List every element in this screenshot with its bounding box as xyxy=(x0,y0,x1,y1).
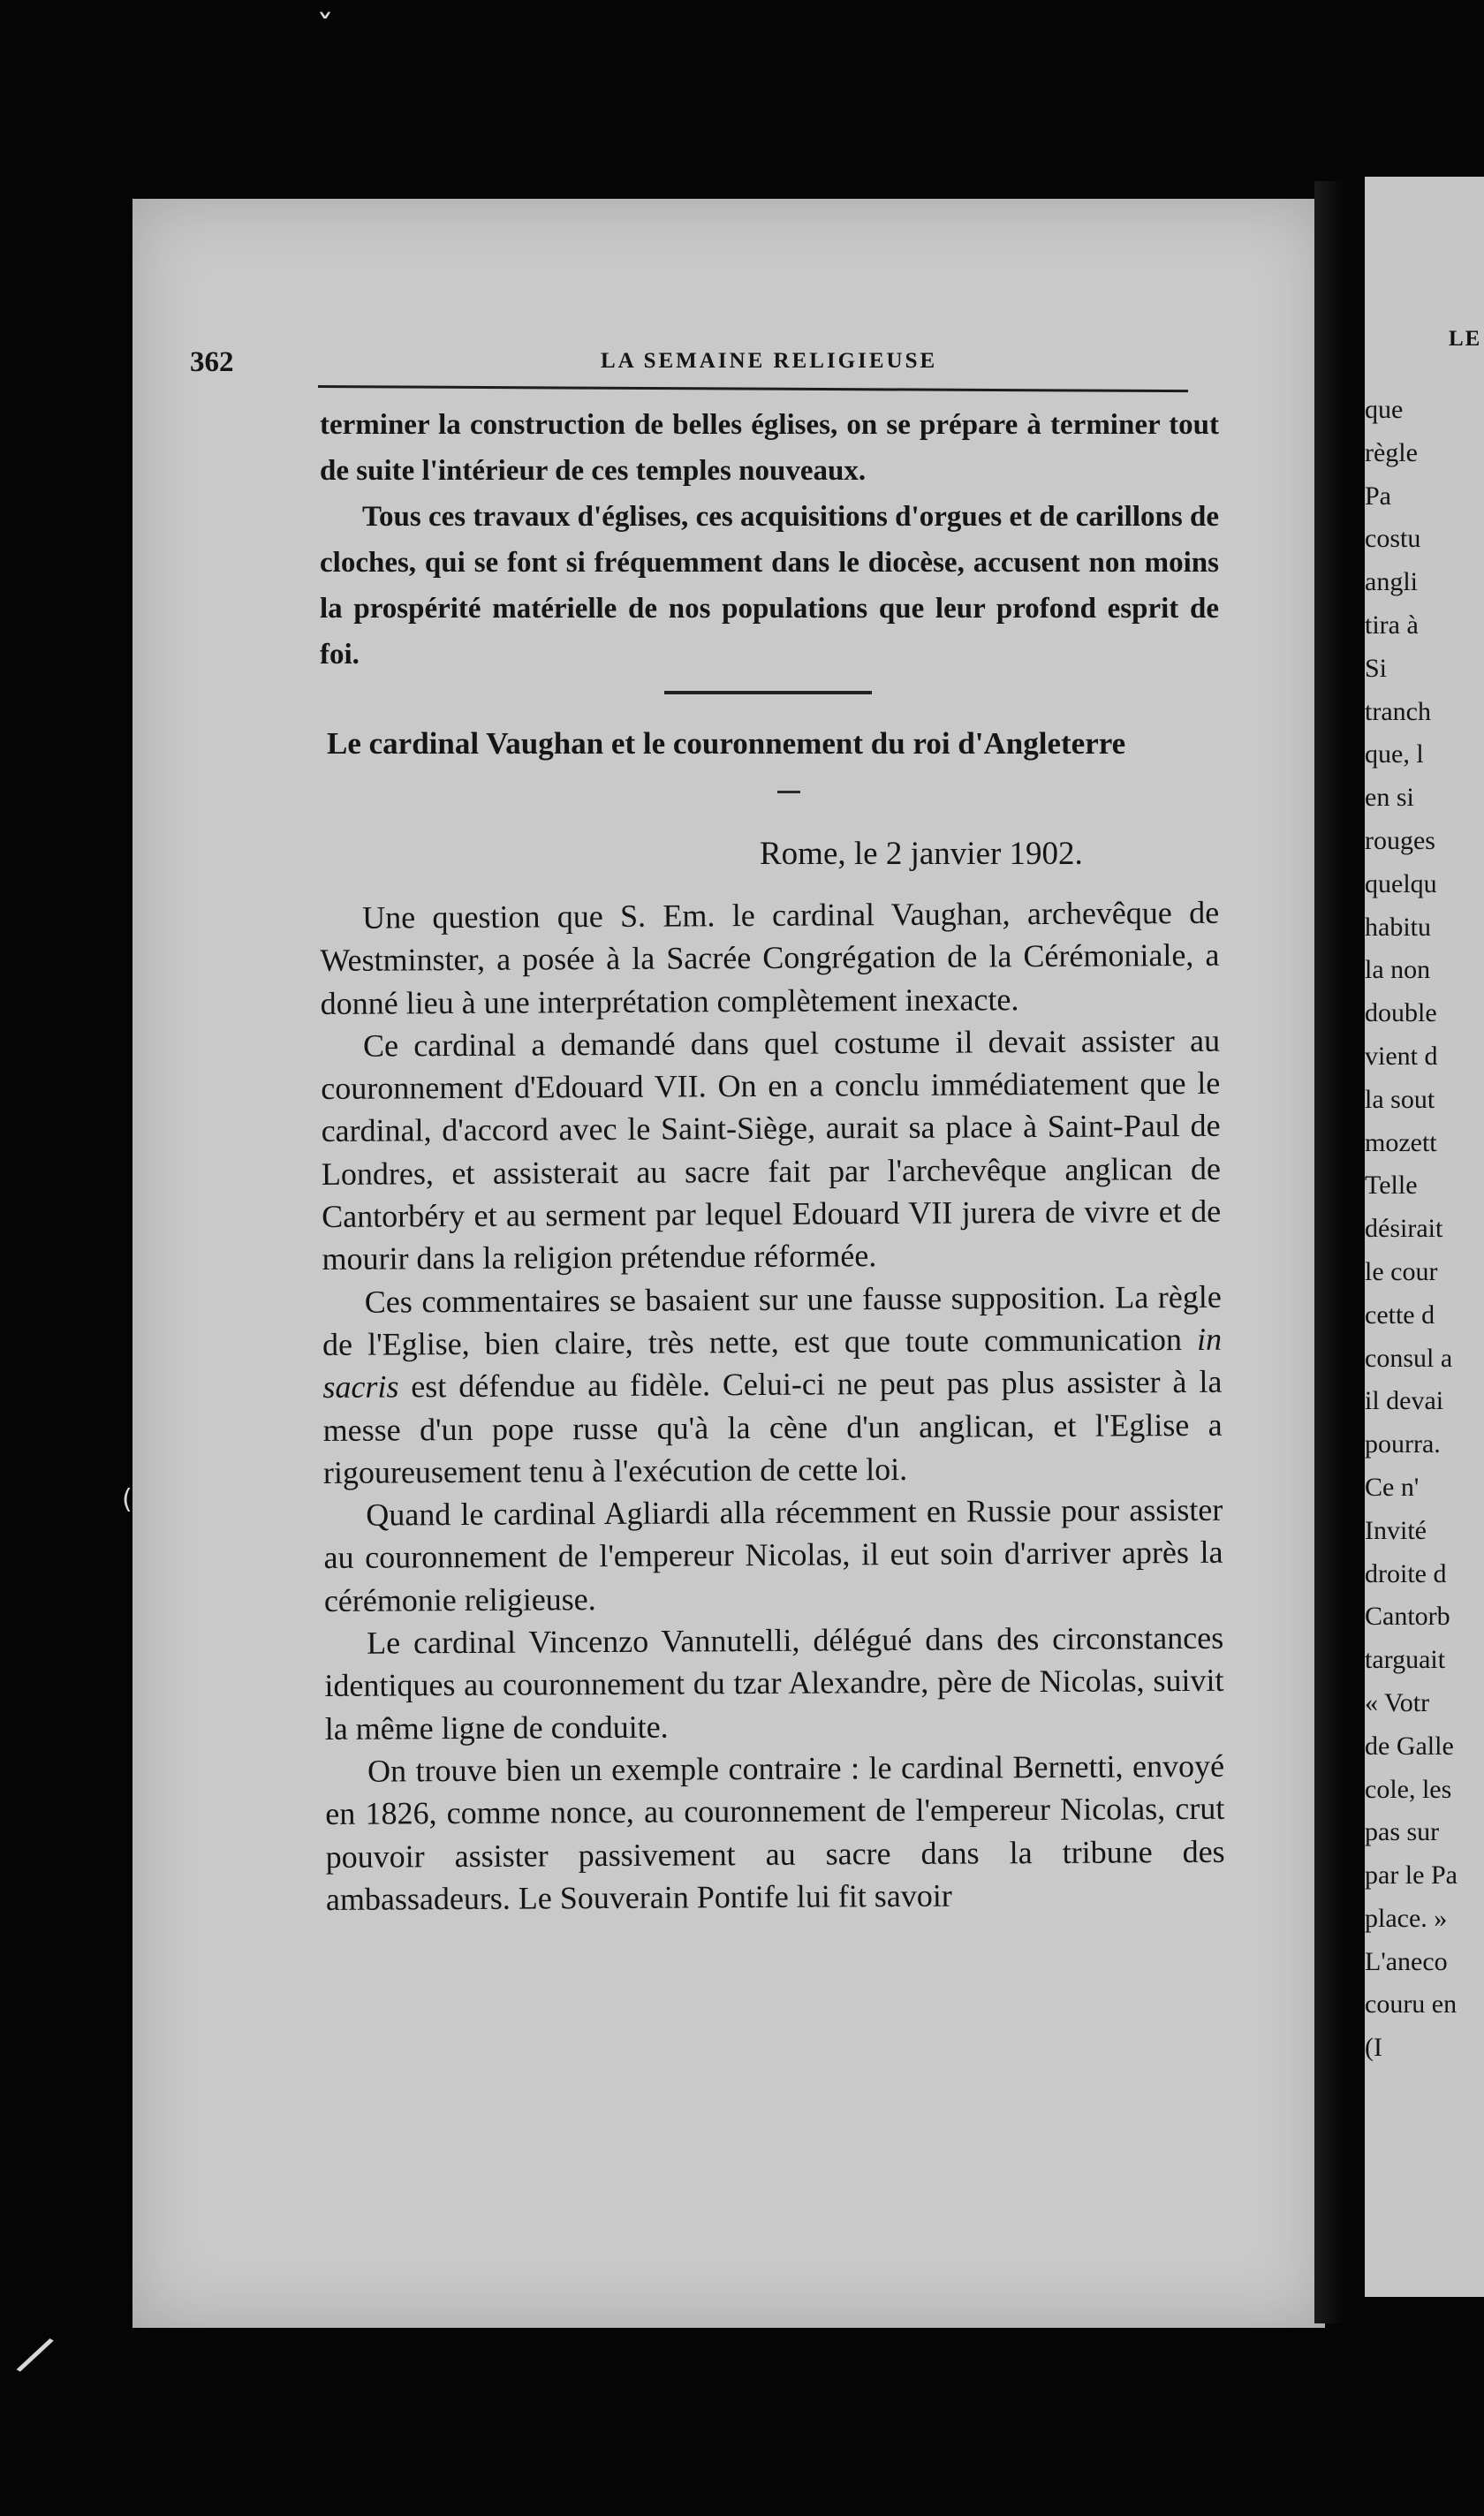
film-scratch-left: ( xyxy=(122,1484,132,1515)
film-scratch-bottom: / xyxy=(11,2323,59,2386)
adjacent-line-fragment: par le Pa xyxy=(1365,1860,1458,1891)
adjacent-line-fragment: place. » xyxy=(1365,1903,1448,1933)
adjacent-line-fragment: « Votr xyxy=(1365,1687,1430,1717)
adjacent-line-fragment: habitu xyxy=(1365,912,1431,942)
body-paragraph-3-end: est défendue au fidèle. Celui-ci ne peut pas plus assister à la messe d'un pope russe qu'à la cène d'un anglican, et l'Eglise a rigoureusement tenu à l'exécution de cette loi. xyxy=(322,1364,1223,1490)
body-paragraph-5: Le cardinal Vincenzo Vannutelli, délégué dans des circonstances identiques au couronnement du tzar Alexandre, père de Nicolas, suivit la même ligne de conduite. xyxy=(324,1619,1224,1747)
adjacent-line-fragment: Ce n' xyxy=(1365,1472,1420,1502)
adjacent-line-fragment: le cour xyxy=(1365,1256,1438,1286)
adjacent-line-fragment: pas sur xyxy=(1365,1817,1440,1847)
opening-paragraph-continuation: terminer la construction de belles églises, on se prépare à terminer tout de suite l'intérieur de ces temples nouveaux. xyxy=(320,409,1219,487)
article-body xyxy=(320,891,1225,1921)
latin-phrase: in sacris xyxy=(322,1321,1223,1406)
dateline: Rome, le 2 janvier 1902. xyxy=(760,836,1083,872)
gutter-shadow xyxy=(1314,181,1345,2323)
adjacent-line-fragment: la non xyxy=(1365,955,1431,985)
adjacent-line-fragment: mozett xyxy=(1365,1127,1437,1157)
adjacent-line-fragment: la sout xyxy=(1365,1084,1435,1114)
adjacent-line-fragment: couru en xyxy=(1365,1989,1458,2020)
adjacent-line-fragment: targuait xyxy=(1365,1645,1446,1675)
adjacent-line-fragment: cette d xyxy=(1365,1300,1435,1330)
body-paragraph-3-start: Ces commentaires se basaient sur une fausse supposition. La règle de l'Eglise, bien claire, très nette, est que toute communication xyxy=(322,1278,1222,1362)
adjacent-line-fragment: angli xyxy=(1365,567,1418,597)
title-dash xyxy=(777,791,800,793)
article-title: Le cardinal Vaughan et le couronnement du roi d'Angleterre xyxy=(327,726,1126,761)
adjacent-line-fragment: désirait xyxy=(1365,1214,1443,1244)
film-scratch-top: ˇ xyxy=(316,9,334,49)
adjacent-line-fragment: que xyxy=(1365,395,1404,424)
adjacent-line-fragment: que, l xyxy=(1365,739,1424,769)
adjacent-line-fragment: de Galle xyxy=(1365,1731,1454,1761)
adjacent-line-fragment: tranch xyxy=(1365,696,1431,726)
adjacent-line-fragment: Invité xyxy=(1365,1515,1427,1545)
running-head: LA SEMAINE RELIGIEUSE xyxy=(601,349,938,373)
body-paragraph-2: Ce cardinal a demandé dans quel costume il devait assister au couronnement d'Edouard VII. On en a conclu immédiatement que le cardinal, d'accord avec le Saint-Siège, aurait sa place à Saint-Paul de Londres, et assisterait au sacre fait par l'archevêque anglican de Cantorbéry et au serment par lequel Edouard VII jurera de vivre et de mourir dans la religion prétendue réformée. xyxy=(321,1022,1222,1277)
body-paragraph-4: Quand le cardinal Agliardi alla récemment en Russie pour assister au couronnement de l'empereur Nicolas, il eut soin d'arriver après la cérémonie religieuse. xyxy=(323,1491,1223,1618)
adjacent-line-fragment: double xyxy=(1365,998,1437,1028)
adjacent-running-head: LE xyxy=(1449,327,1482,351)
section-separator xyxy=(664,691,872,694)
body-paragraph-3 xyxy=(322,1275,1223,1494)
adjacent-line-fragment: règle xyxy=(1365,437,1418,467)
adjacent-page-lines xyxy=(1365,389,1484,2070)
adjacent-line-fragment: consul a xyxy=(1365,1343,1453,1373)
adjacent-line-fragment: Telle xyxy=(1365,1171,1418,1201)
adjacent-line-fragment: il devai xyxy=(1365,1386,1444,1416)
adjacent-line-fragment: rouges xyxy=(1365,825,1435,855)
adjacent-line-fragment: en si xyxy=(1365,783,1414,813)
opening-text xyxy=(320,402,1219,678)
body-paragraph-6: On trouve bien un exemple contraire : le cardinal Bernetti, envoyé en 1826, comme nonce, au couronnement de l'empereur Nicolas, crut pouvoir assister passivement au sacre dans la tribune des ambassadeurs. Le Souverain Pontife lui fit savoir xyxy=(325,1747,1225,1917)
adjacent-line-fragment: pourra. xyxy=(1365,1429,1441,1459)
adjacent-line-fragment: droite d xyxy=(1365,1558,1447,1588)
page-number: 362 xyxy=(190,346,234,378)
adjacent-line-fragment: (I xyxy=(1365,2033,1382,2063)
adjacent-line-fragment: tira à xyxy=(1365,610,1419,640)
adjacent-line-fragment: Cantorb xyxy=(1365,1602,1450,1632)
opening-paragraph-2: Tous ces travaux d'églises, ces acquisitions d'orgues et de carillons de cloches, qui se font si fréquemment dans le diocèse, accusent non moins la prospérité matérielle de nos populations que leur profond esprit de foi. xyxy=(320,501,1219,671)
adjacent-line-fragment: Si xyxy=(1365,653,1388,683)
adjacent-line-fragment: L'aneco xyxy=(1365,1946,1448,1976)
adjacent-line-fragment: costu xyxy=(1365,524,1421,554)
body-paragraph-1: Une question que S. Em. le cardinal Vaughan, archevêque de Westminster, a posée à la Sacrée Congrégation de la Cérémoniale, a donné lieu à une interprétation complètement inexacte. xyxy=(320,894,1220,1021)
adjacent-line-fragment: cole, les xyxy=(1365,1774,1452,1804)
adjacent-page-fragment xyxy=(1365,177,1484,2297)
adjacent-line-fragment: vient d xyxy=(1365,1041,1438,1071)
adjacent-line-fragment: Pa xyxy=(1365,481,1391,511)
adjacent-line-fragment: quelqu xyxy=(1365,868,1437,898)
